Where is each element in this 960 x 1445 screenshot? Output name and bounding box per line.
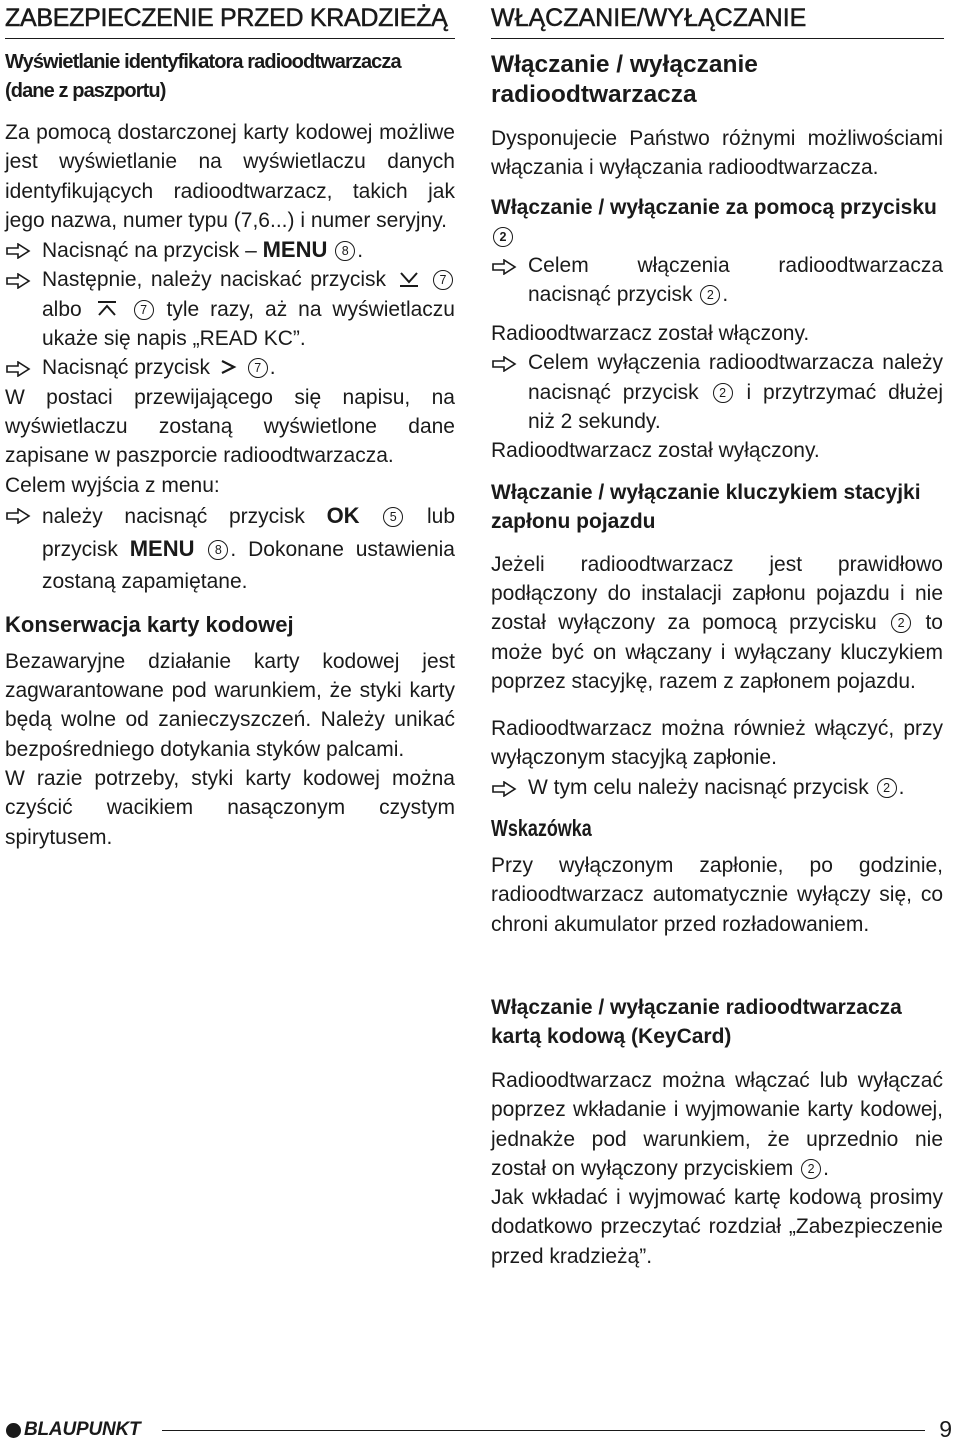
button-number: 2 — [713, 383, 733, 403]
left-column — [5, 0, 455, 852]
button-number: 7 — [248, 358, 268, 378]
arrow-right-icon — [491, 781, 517, 797]
arrow-down-icon — [398, 270, 420, 288]
heading-ignition: Włączanie / wyłączanie kluczykiem stacyjki zapłonu pojazdu — [491, 480, 921, 533]
button-number: 8 — [335, 241, 355, 261]
arrow-right-icon — [5, 273, 31, 289]
button-number: 7 — [433, 270, 453, 290]
step-text: Celem włączenia radioodtwarzacza nacisnąć przycisk — [528, 253, 943, 306]
maintenance-paragraph-2: W razie potrzeby, styki karty kodowej można czyścić wacikiem nasączonym czystym spirytusem. — [5, 767, 455, 849]
step-press-arrows — [5, 265, 455, 353]
arrow-right-icon — [491, 356, 517, 372]
step-exit — [5, 500, 455, 598]
button-number: 8 — [208, 540, 228, 560]
arrow-right-icon — [5, 361, 31, 377]
step-text: Nacisnąć przycisk — [42, 356, 211, 380]
heading-text: Włączanie / wyłączanie za pomocą przycisku — [491, 195, 937, 219]
step-text: W tym celu należy nacisnąć przycisk — [528, 775, 869, 799]
right-column — [491, 0, 943, 1271]
step-press-right — [5, 353, 455, 382]
key-ok: OK — [326, 502, 360, 528]
heading-on-off-button — [491, 193, 943, 251]
ignition-off-paragraph: Radioodtwarzacz można również włączyć, przy wyłączonym stacyjką zapłonie. — [491, 717, 943, 770]
intro-paragraph: Za pomocą dostarczonej karty kodowej możliwe jest wyświetlanie na wyświetlaczu danych identyfikujących radioodtwarzacz, takich jak jego nazwa, numer typu (7,6...) i numer seryjny. — [5, 121, 455, 232]
heading-keycard: Włączanie / wyłączanie radioodtwarzacza kartą kodową (KeyCard) — [491, 995, 902, 1048]
subheading-passport-data — [5, 48, 455, 106]
arrow-up-icon — [96, 300, 118, 318]
exit-label: Celem wyjścia z menu: — [5, 473, 220, 497]
state-switched-off: Radioodtwarzacz został wyłączony. — [491, 439, 820, 463]
heading-card-maintenance: Konserwacja karty kodowej — [5, 611, 294, 637]
arrow-right-icon — [5, 508, 31, 524]
arrow-right-icon — [5, 243, 31, 259]
arrow-right-icon — [491, 259, 517, 275]
keycard-paragraph — [491, 1066, 943, 1183]
step-text-b: lub przycisk — [42, 504, 456, 561]
footer-rule — [162, 1430, 925, 1431]
note-heading: Wskazówka — [491, 815, 592, 842]
key-menu: MENU — [262, 237, 328, 263]
brand-logo — [6, 1418, 140, 1442]
section-title-on-off: WŁĄCZANIE/WYŁĄCZANIE — [491, 0, 944, 39]
page-number: 9 — [939, 1416, 952, 1442]
punct: . — [269, 356, 276, 380]
heading-line-2: radioodtwarzacza — [491, 81, 697, 108]
key-menu: MENU — [129, 535, 195, 561]
step-text-a: Celem wyłączenia radioodtwarzacza należy nacisnąć przycisk — [528, 351, 943, 404]
keycard-reference-paragraph: Jak wkładać i wyjmować kartę kodową prosimy dodatkowo przeczytać rozdział „Zabezpieczenie przed kradzieżą”. — [491, 1186, 943, 1268]
step-text-a: należy nacisnąć przycisk — [42, 504, 305, 528]
punct: . — [722, 282, 729, 306]
subheading-line-1: Wyświetlanie identyfikatora radioodtwarzacza — [5, 51, 401, 73]
step-press-button — [491, 773, 943, 802]
button-number: 5 — [383, 507, 403, 527]
maintenance-paragraph-1: Bezawaryjne działanie karty kodowej jest zagwarantowane pod warunkiem, że styki karty będą wolne od zanieczyszczeń. Należy unikać bezpośredniego dotykania styków palcami. — [5, 649, 455, 761]
result-paragraph: W postaci przewijającego się napisu, na wyświetlaczu zostaną wyświetlone dane zapisane w paszporcie radioodtwarzacza. — [5, 385, 455, 468]
punct: . — [898, 775, 905, 799]
arrow-right-key-icon — [219, 358, 237, 376]
step-text-c: . Dokonane ustawienia zostaną zapamiętane. — [42, 537, 455, 593]
button-number: 2 — [877, 778, 897, 798]
step-switch-on — [491, 251, 943, 310]
ignition-text-a: Jeżeli radioodtwarzacz jest prawidłowo podłączony do instalacji zapłonu pojazdu i nie został wyłączony za pomocą przycisku — [491, 552, 943, 635]
section-title-anti-theft: ZABEZPIECZENIE PRZED KRADZIEŻĄ — [5, 0, 455, 39]
step-text-b: i przytrzymać dłużej niż 2 sekundy. — [528, 380, 944, 434]
logo-dot-icon — [6, 1423, 21, 1438]
ignition-paragraph — [491, 550, 943, 696]
button-number: 2 — [801, 1159, 821, 1179]
step-text-a: Następnie, należy naciskać przycisk — [42, 268, 387, 292]
button-number: 7 — [134, 300, 154, 320]
punct: . — [357, 239, 364, 263]
button-number: 2 — [493, 227, 513, 247]
options-paragraph: Dysponujecie Państwo różnymi możliwościami włączania i wyłączania radioodtwarzacza. — [491, 127, 943, 180]
keycard-text-a: Radioodtwarzacz można włączać lub wyłączać poprzez wkładanie i wyjmowanie karty kodowej, jednakże pod warunkiem, że uprzednio nie został on wyłączony przyciskiem — [491, 1068, 943, 1180]
subheading-line-2: (dane z paszportu) — [5, 80, 166, 102]
heading-line-1: Włączanie / wyłączanie — [491, 51, 758, 78]
ignition-text-b: to może być on włączany i wyłączany kluczykiem poprzez stacyjkę, razem z zapłonem pojazdu. — [491, 611, 943, 693]
step-text-c: tyle razy, aż na wyświetlaczu ukaże się napis „READ KC”. — [42, 297, 455, 351]
step-text-b: albo — [42, 297, 82, 321]
heading-on-off-radio — [491, 50, 943, 110]
punct: . — [823, 1156, 829, 1180]
step-text: Nacisnąć na przycisk – — [42, 239, 257, 263]
step-press-menu — [5, 235, 455, 265]
button-number: 2 — [700, 285, 720, 305]
brand-name: BLAUPUNKT — [24, 1419, 141, 1440]
step-switch-off — [491, 348, 943, 436]
button-number: 2 — [891, 613, 911, 633]
state-switched-on: Radioodtwarzacz został włączony. — [491, 322, 810, 346]
note-paragraph: Przy wyłączonym zapłonie, po godzinie, radioodtwarzacz automatycznie wyłączy się, co chroni akumulator przed rozładowaniem. — [491, 854, 943, 936]
